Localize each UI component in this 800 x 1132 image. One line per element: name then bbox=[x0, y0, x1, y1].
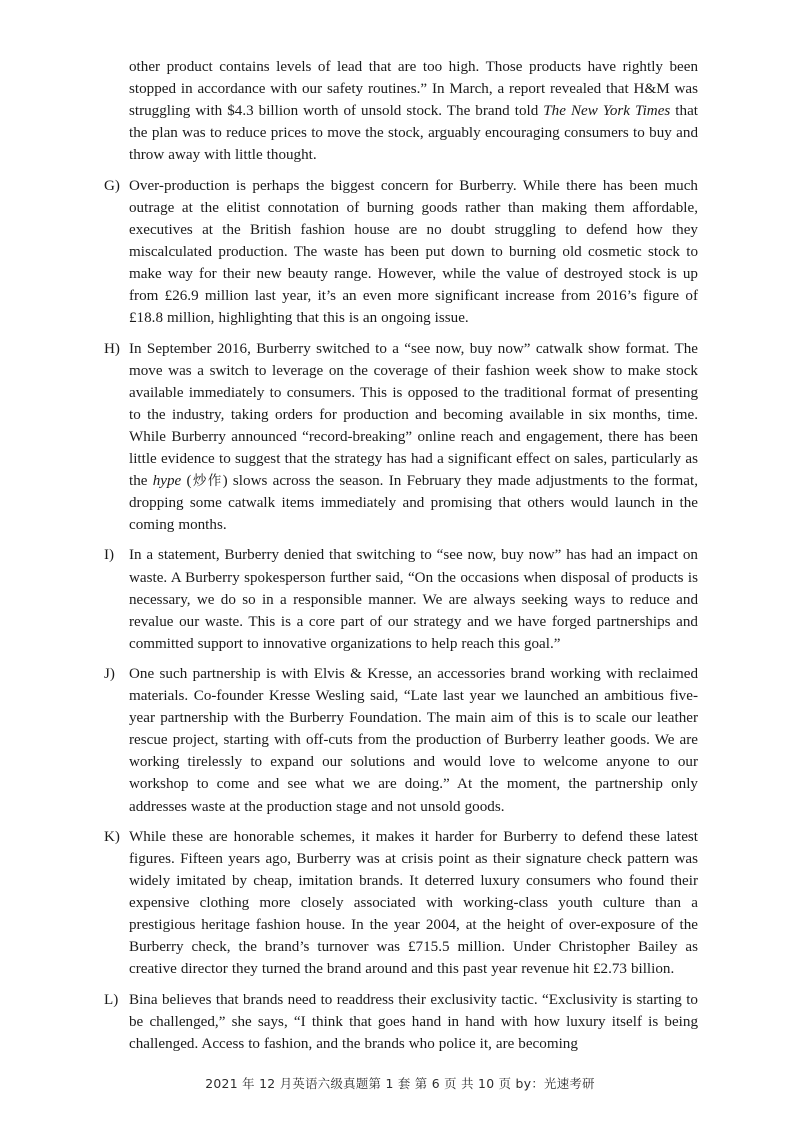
paragraph-label: H) bbox=[104, 340, 120, 357]
paragraph-label: J) bbox=[104, 666, 115, 683]
text-run: While these are honorable schemes, it makes it harder for Burberry to defend these latest figures. Fifteen years ago, Burberry was at crisis point as their signature check pattern was widely imitated by cheap, imitation brands. It deterred luxury consumers who found their expensive clothing more closely associated with working-class youth culture than a prestigious heritage fashion house. In the year 2004, at the height of over-exposure of the Burberry check, the brand’s turnover was £715.5 million. Under Christopher Bailey as creative director they turned the brand around and this past year revenue hit £2.73 billion. bbox=[129, 829, 698, 978]
paragraph-h bbox=[104, 338, 698, 536]
paragraph-text bbox=[129, 544, 698, 654]
passage-body bbox=[104, 56, 698, 1064]
paragraph-text bbox=[129, 663, 698, 817]
italic-phrase: hype bbox=[152, 472, 182, 489]
text-run: One such partnership is with Elvis & Kresse, an accessories brand working with reclaimed materials. Co-founder Kresse Wesling said, “Late last year we launched an ambitious five-year partnership with the Burberry Foundation. The main aim of this is to scale our leather rescue project, starting with off-cuts from the production of Burberry leather goods. We are working tirelessly to expand our solutions and would love to welcome anyone to our workshop to come and see what we are doing.” At the moment, the partnership only addresses waste at the production stage and not unsold goods. bbox=[129, 666, 698, 815]
chinese-gloss: 炒作 bbox=[191, 472, 223, 489]
text-run: In a statement, Burberry denied that switching to “see now, buy now” has had an impact on waste. A Burberry spokesperson further said, “On the occasions when disposal of products is necessary, we do so in a responsible manner. We are always seeking ways to reduce and revalue our waste. This is a core part of our strategy and we have forged partnerships and committed support to innovative organizations to help reach this goal.” bbox=[129, 547, 698, 652]
paragraph-label: G) bbox=[104, 177, 120, 194]
paragraph-label: L) bbox=[104, 991, 119, 1008]
paragraph-text bbox=[129, 338, 698, 536]
paragraph-text bbox=[129, 56, 698, 166]
footer-text: 2021 年 12 月英语六级真题第 1 套 第 6 页 共 10 页 by：光速考研 bbox=[205, 1076, 595, 1091]
text-run: Over-production is perhaps the biggest concern for Burberry. While there has been much outrage at the elitist connotation of burning goods rather than making them affordable, executives at the British fashion house are no doubt struggling to defend how they miscalculated production. The waste has been put down to burning old cosmetic stock to make way for their new beauty range. However, while the value of destroyed stock is up from £26.9 million last year, it’s an even more significant increase from 2016’s figure of £18.8 million, highlighting that this is an ongoing issue. bbox=[129, 177, 698, 327]
text-run: In September 2016, Burberry switched to a “see now, buy now” catwalk show format. The move was a switch to leverage on the coverage of their fashion week show to make stock available immediately to consumers. This is opposed to the traditional format of presenting to the industry, taking orders for production and becoming available in six months, time. While Burberry announced “record-breaking” online reach and engagement, there has been little evidence to suggest that the strategy has had a significant effect on sales, particularly as the bbox=[129, 340, 698, 489]
paragraph-i bbox=[104, 544, 698, 654]
text-run: that the plan was to reduce prices to move the stock, arguably encouraging consumers to buy and throw away with little thought. bbox=[129, 103, 698, 164]
paragraph-l bbox=[104, 989, 698, 1055]
text-run: ( bbox=[181, 472, 192, 489]
text-run: Bina believes that brands need to readdress their exclusivity tactic. “Exclusivity is starting to be challenged,” she says, “I think that goes hand in hand with how luxury itself is being challenged. Access to fashion, and the brands who police it, are becoming bbox=[129, 991, 698, 1052]
paragraph-g bbox=[104, 175, 698, 329]
page-footer bbox=[0, 1076, 800, 1092]
text-run: other product contains levels of lead that are too high. Those products have rightly been stopped in accordance with our safety routines.” In March, a report revealed that H&M was struggling with $4.3 billion worth of unsold stock. The brand told bbox=[129, 59, 698, 120]
paragraph-text bbox=[129, 826, 698, 980]
paragraph-k bbox=[104, 826, 698, 980]
paragraph-j bbox=[104, 663, 698, 817]
text-run: ) slows across the season. In February they made adjustments to the format, dropping some catwalk items immediately and promising that others would launch in the coming months. bbox=[129, 472, 698, 533]
paragraph-label: K) bbox=[104, 829, 120, 846]
paragraph-text bbox=[129, 989, 698, 1055]
paragraph-label: I) bbox=[104, 547, 115, 564]
paragraph-text bbox=[129, 175, 698, 329]
paragraph-continuation bbox=[104, 56, 698, 166]
italic-phrase: The New York Times bbox=[543, 103, 671, 120]
